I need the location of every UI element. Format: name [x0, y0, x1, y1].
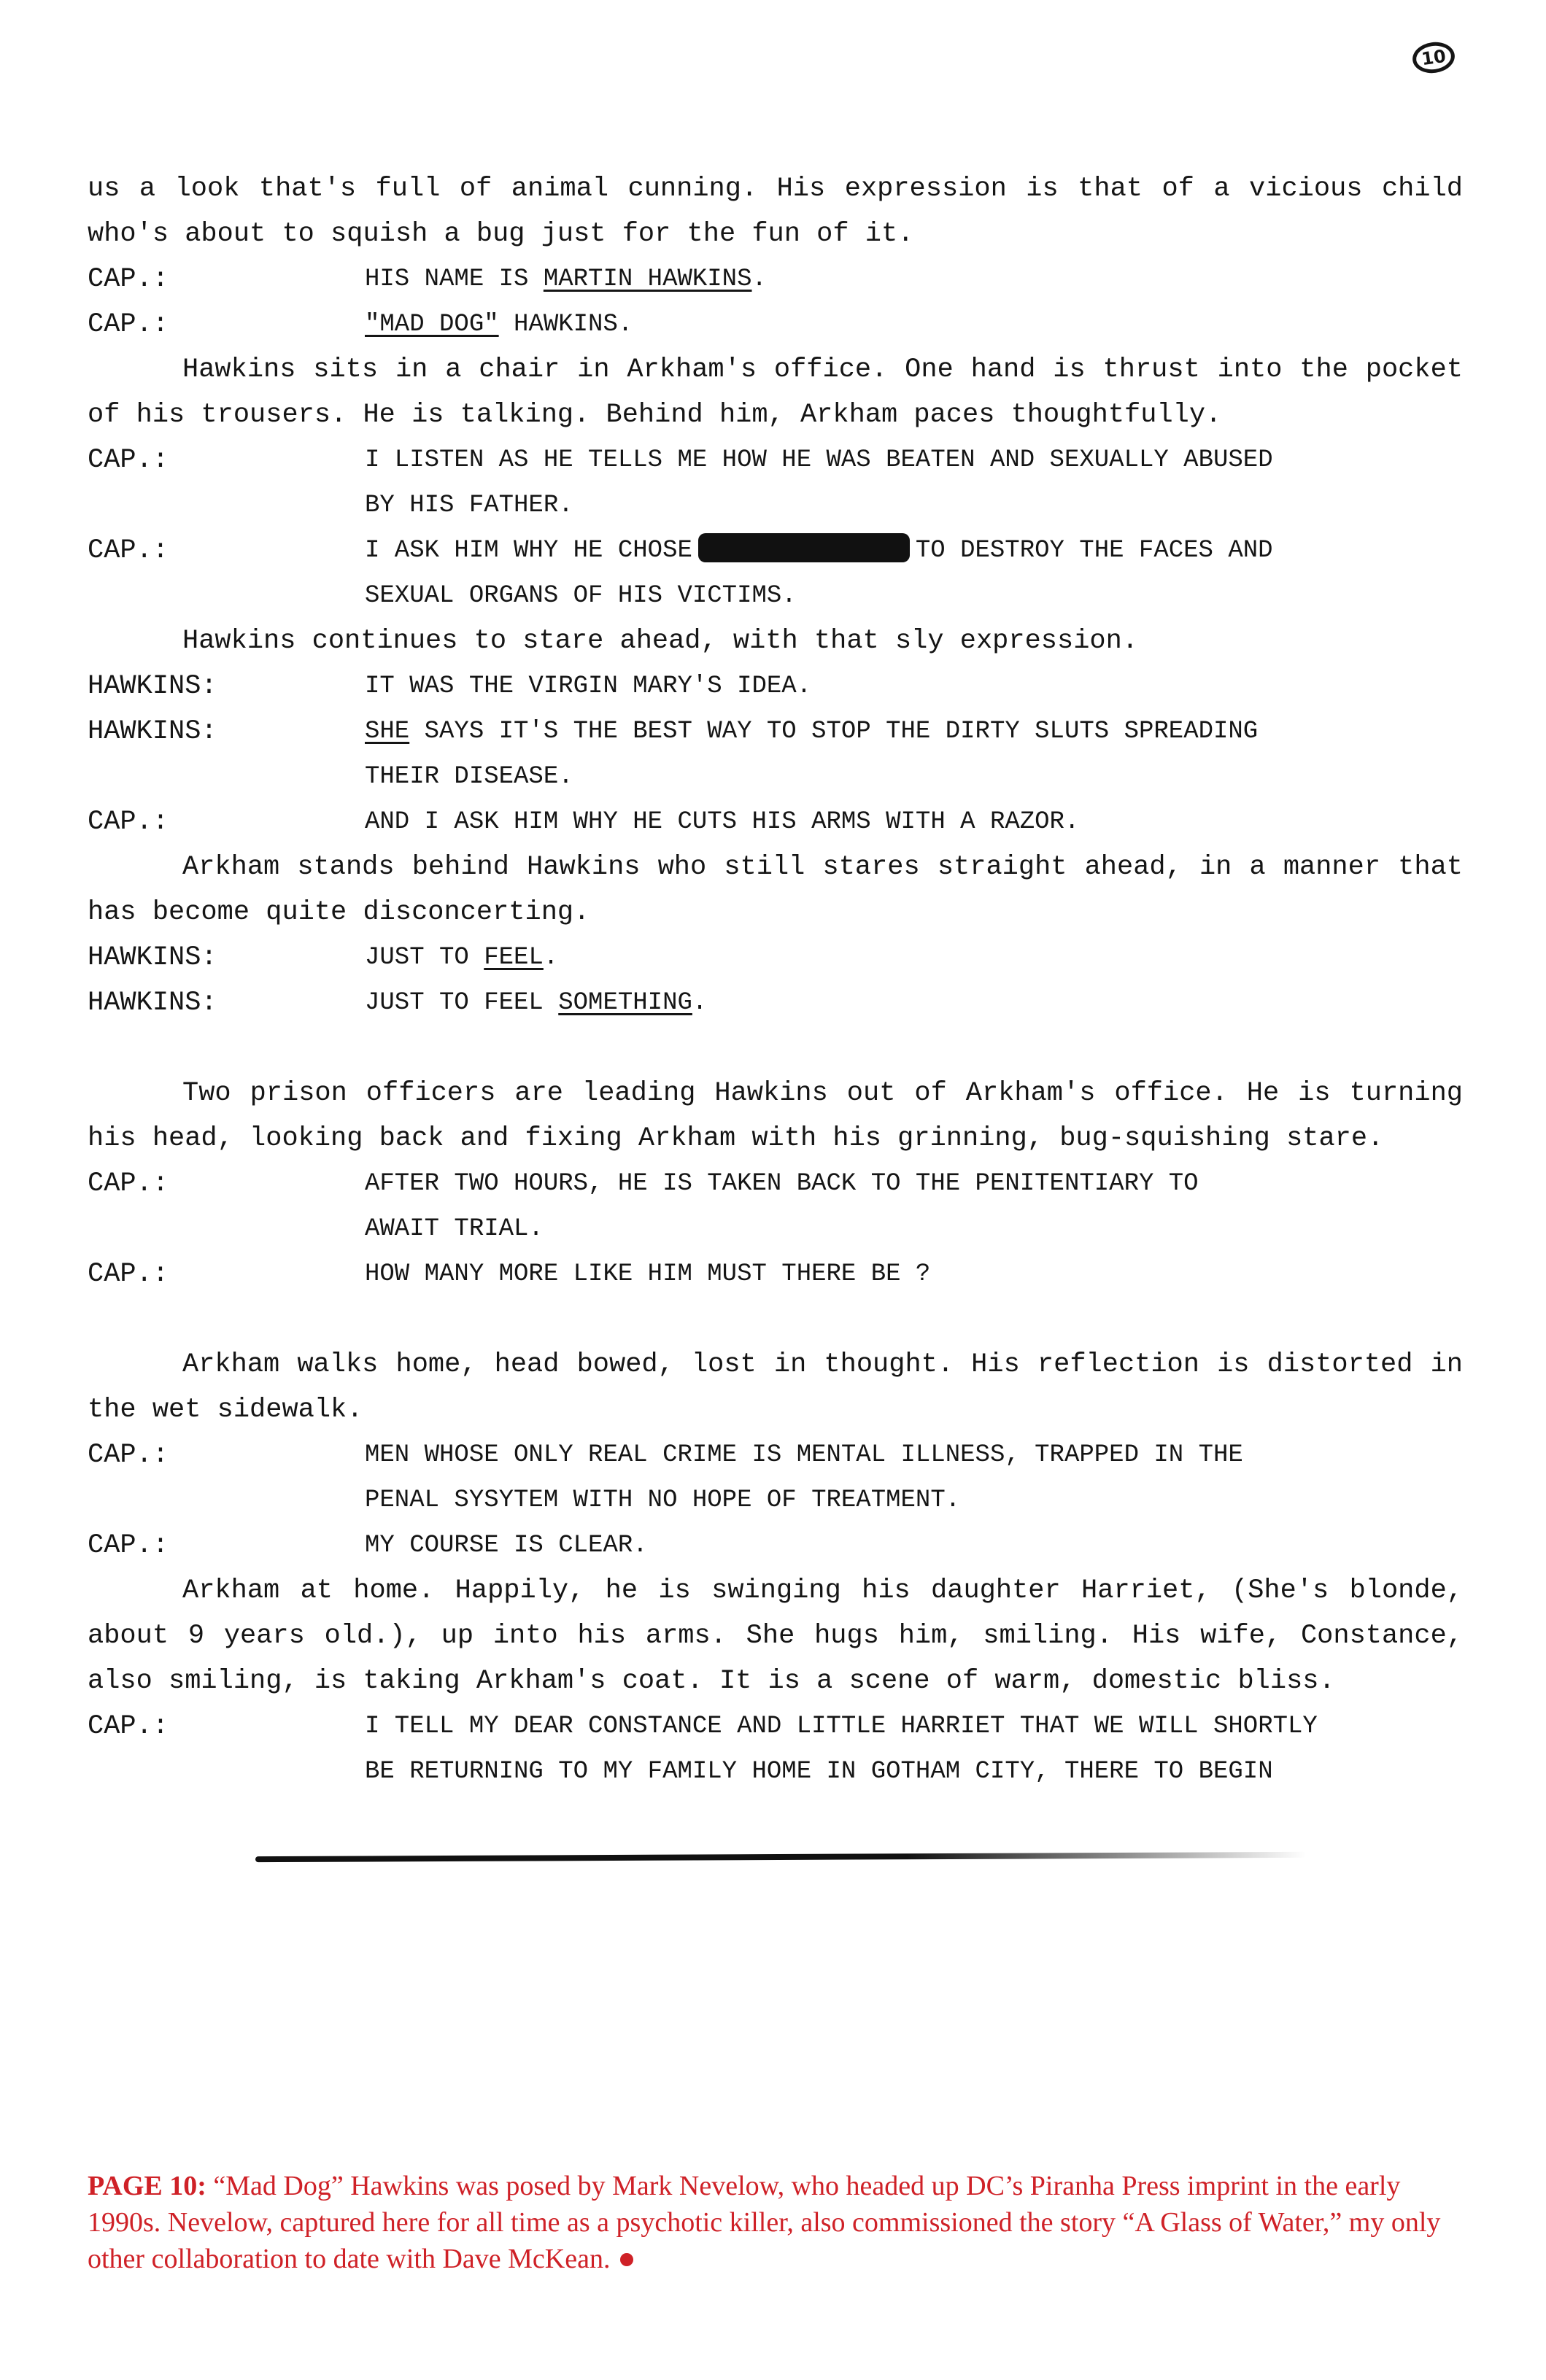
dialogue-text: HOW MANY MORE LIKE HIM MUST THERE BE ? — [365, 1260, 931, 1288]
direction-paragraph: Hawkins sits in a chair in Arkham's office. One hand is thrust into the pocket of his trousers. He is talking. Behind him, Arkham paces thoughtfully. — [88, 354, 1463, 430]
speaker-label: CAP.: — [88, 1711, 169, 1742]
end-dot-icon — [620, 2253, 633, 2266]
speaker-label: HAWKINS: — [88, 988, 217, 1018]
caption-line — [88, 1252, 1463, 1297]
caption-line — [88, 1433, 1463, 1523]
dialogue-text: HIS NAME IS MARTIN HAWKINS. — [365, 265, 767, 293]
dialogue-text: "MAD DOG" HAWKINS. — [365, 311, 633, 338]
speaker-label: CAP.: — [88, 309, 169, 340]
caption-line — [88, 799, 1463, 845]
dialogue-line — [88, 709, 1463, 799]
redaction-mark — [698, 533, 910, 562]
dialogue-text: I LISTEN AS HE TELLS ME HOW HE WAS BEATEN AND SEXUALLY ABUSED BY HIS FATHER. — [365, 446, 1273, 519]
caption-line — [88, 1523, 1463, 1568]
speaker-label: CAP.: — [88, 1530, 169, 1561]
caption-line — [88, 302, 1463, 347]
dialogue-text: I ASK HIM WHY HE CHOSE TO DESTROY THE FACES AND SEXUAL ORGANS OF HIS VICTIMS. — [365, 528, 1273, 619]
dialogue-text: JUST TO FEEL SOMETHING. — [365, 989, 708, 1017]
speaker-label: CAP.: — [88, 445, 169, 476]
speaker-label: CAP.: — [88, 1168, 169, 1199]
direction-paragraph: us a look that's full of animal cunning. His expression is that of a vicious child who's about to squish a bug just for the fun of it. — [88, 174, 1463, 249]
caption-line — [88, 257, 1463, 302]
footnote-text: “Mad Dog” Hawkins was posed by Mark Nevelow, who headed up DC’s Piranha Press imprint in the early 1990s. Nevelow, captured here for all time as a psychotic killer, also commissioned the story “A Glass of Water,” my only other collaboration to date with Dave McKean. — [88, 2171, 1441, 2274]
footnote — [88, 2168, 1459, 2277]
dialogue-text: IT WAS THE VIRGIN MARY'S IDEA. — [365, 672, 812, 700]
speaker-label: CAP.: — [88, 535, 169, 566]
speaker-label: HAWKINS: — [88, 671, 217, 702]
dialogue-text: I TELL MY DEAR CONSTANCE AND LITTLE HARRIET THAT WE WILL SHORTLY BE RETURNING TO MY FAMILY HOME IN GOTHAM CITY, THERE TO BEGIN — [365, 1713, 1318, 1786]
dialogue-text: MY COURSE IS CLEAR. — [365, 1532, 648, 1559]
caption-line — [88, 528, 1463, 619]
caption-line — [88, 1161, 1463, 1252]
speaker-label: CAP.: — [88, 1259, 169, 1290]
dialogue-line — [88, 935, 1463, 980]
speaker-label: HAWKINS: — [88, 716, 217, 747]
dialogue-text: SHE SAYS IT'S THE BEST WAY TO STOP THE DIRTY SLUTS SPREADING THEIR DISEASE. — [365, 718, 1259, 791]
dialogue-line — [88, 980, 1463, 1026]
spacer — [88, 1026, 1463, 1071]
script-body — [88, 166, 1463, 1794]
caption-line — [88, 1704, 1463, 1794]
speaker-label: CAP.: — [88, 1440, 169, 1470]
direction-paragraph: Arkham walks home, head bowed, lost in thought. His reflection is distorted in the wet sidewalk. — [88, 1349, 1463, 1425]
direction-paragraph: Arkham stands behind Hawkins who still stares straight ahead, in a manner that has become quite disconcerting. — [88, 852, 1463, 928]
footnote-label: PAGE 10: — [88, 2171, 206, 2201]
dialogue-text: AND I ASK HIM WHY HE CUTS HIS ARMS WITH A RAZOR. — [365, 808, 1080, 836]
caption-line — [88, 438, 1463, 528]
speaker-label: HAWKINS: — [88, 942, 217, 973]
speaker-label: CAP.: — [88, 264, 169, 295]
dialogue-text: JUST TO FEEL. — [365, 944, 559, 972]
direction-paragraph: Two prison officers are leading Hawkins out of Arkham's office. He is turning his head, looking back and fixing Arkham with his grinning, bug-squishing stare. — [88, 1078, 1463, 1154]
dialogue-text: MEN WHOSE ONLY REAL CRIME IS MENTAL ILLNESS, TRAPPED IN THE PENAL SYSYTEM WITH NO HOPE OF TREATMENT. — [365, 1441, 1243, 1514]
dialogue-line — [88, 664, 1463, 709]
direction-paragraph: Arkham at home. Happily, he is swinging his daughter Harriet, (She's blonde, about 9 years old.), up into his arms. She hugs him, smiling. His wife, Constance, also smiling, is taking Arkham's coat. It is a scene of warm, domestic bliss. — [88, 1575, 1463, 1697]
direction-paragraph: Hawkins continues to stare ahead, with that sly expression. — [182, 626, 1139, 656]
divider-rule — [255, 1852, 1306, 1862]
page-number: 10 — [1410, 39, 1456, 76]
speaker-label: CAP.: — [88, 807, 169, 837]
dialogue-text: AFTER TWO HOURS, HE IS TAKEN BACK TO THE PENITENTIARY TO AWAIT TRIAL. — [365, 1170, 1199, 1243]
spacer — [88, 1297, 1463, 1342]
